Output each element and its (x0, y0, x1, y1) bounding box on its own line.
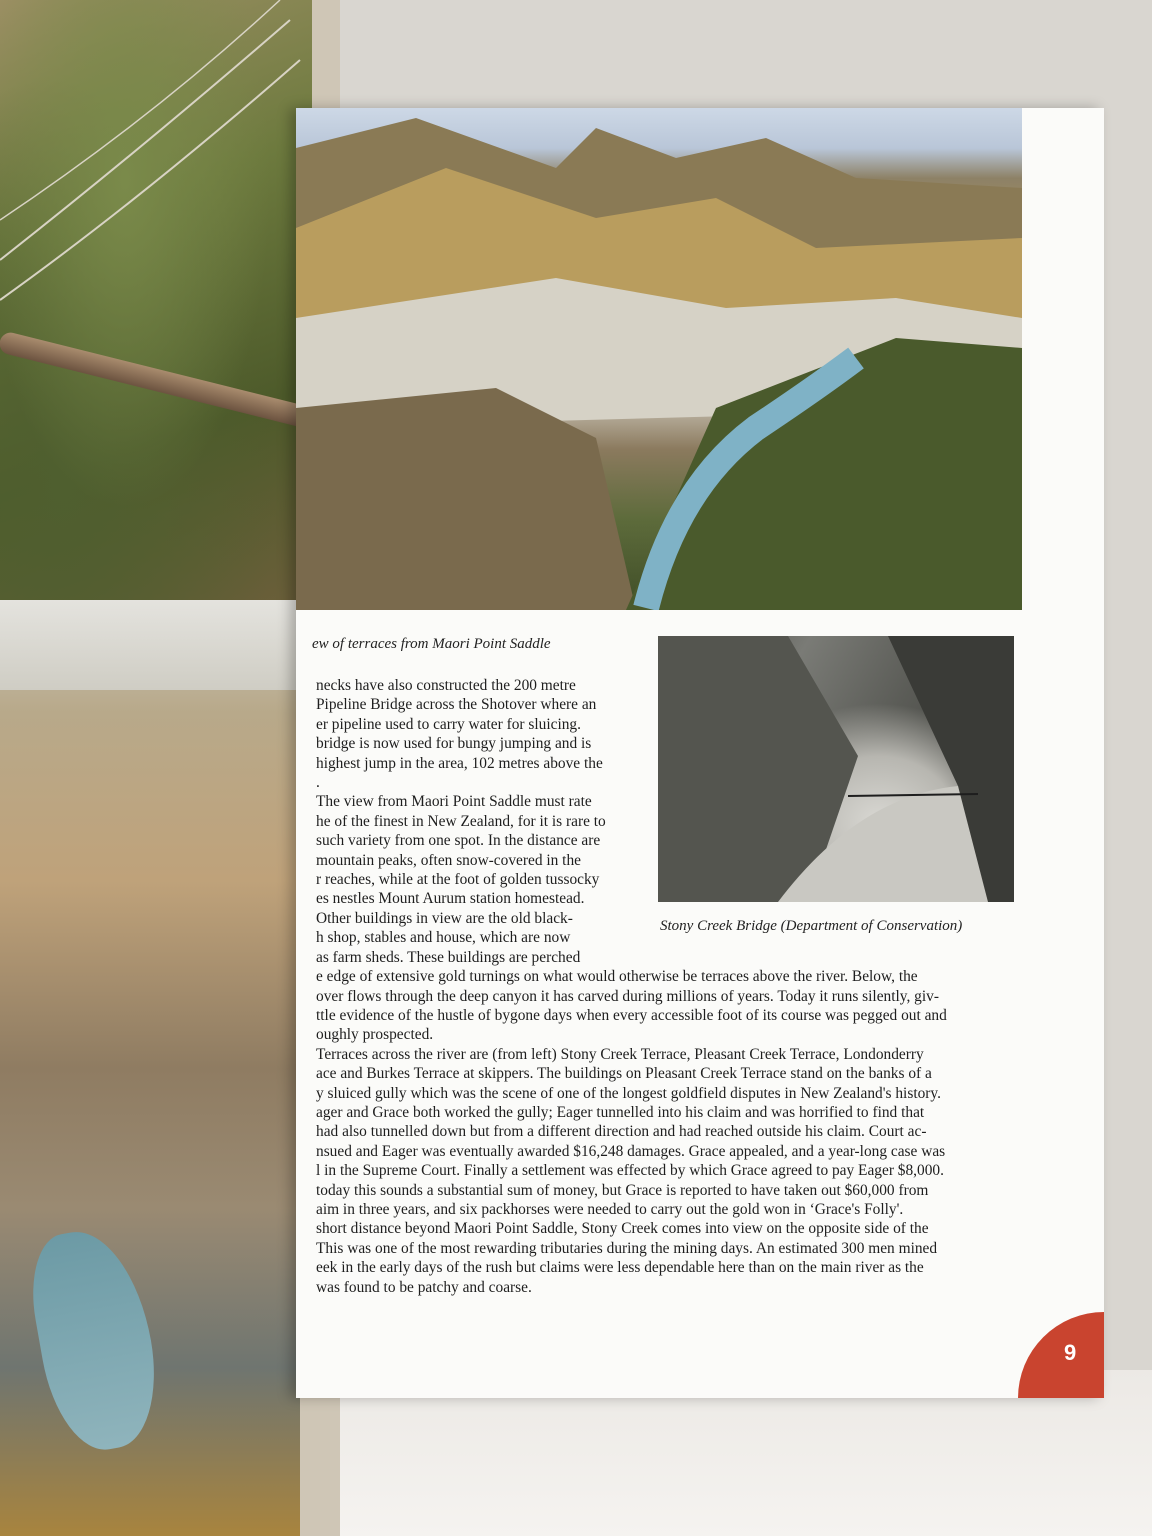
body-line: ager and Grace both worked the gully; Eager tunnelled into his claim and was horrified to find that (316, 1103, 925, 1121)
body-line: ttle evidence of the hustle of bygone days when every accessible foot of its course was pegged out and (316, 1006, 947, 1024)
body-line: highest jump in the area, 102 metres above the (316, 754, 603, 772)
bw-photo-caption: Stony Creek Bridge (Department of Conservation) (660, 918, 963, 934)
body-line: l in the Supreme Court. Finally a settlement was effected by which Grace agreed to pay Eager $8,000. (316, 1162, 944, 1180)
body-line: was found to be patchy and coarse. (316, 1278, 532, 1296)
body-line: oughly prospected. (316, 1026, 434, 1044)
body-line: bridge is now used for bungy jumping and is (316, 735, 592, 753)
body-line: aim in three years, and six packhorses were needed to carry out the gold won in ‘Grace's Folly'. (316, 1200, 904, 1218)
body-line: such variety from one spot. In the distance are (316, 832, 601, 850)
body-line: Pipeline Bridge across the Shotover where an (316, 696, 597, 714)
body-line: . (316, 774, 320, 792)
terraces-photo (296, 108, 1022, 610)
bridge-cables (0, 0, 312, 600)
canyon-photo-sky (0, 600, 300, 690)
terraces-landscape (296, 108, 1022, 610)
page-number: 9 (1064, 1340, 1077, 1365)
body-line: over flows through the deep canyon it has carved during millions of years. Today it runs silently, giv- (316, 987, 939, 1005)
body-line: mountain peaks, often snow-covered in the (316, 851, 581, 869)
body-line: The view from Maori Point Saddle must rate (316, 793, 592, 811)
body-line: es nestles Mount Aurum station homestead. (316, 890, 585, 908)
body-line: er pipeline used to carry water for sluicing. (316, 715, 581, 733)
pipeline-bridge-photo (0, 0, 312, 600)
body-line: This was one of the most rewarding tributaries during the mining days. An estimated 300 men mined (316, 1239, 938, 1257)
body-text (316, 676, 1016, 1297)
body-line: r reaches, while at the foot of golden tussocky (316, 871, 600, 889)
body-line: today this sounds a substantial sum of money, but Grace is reported to have taken out $60,000 from (316, 1181, 929, 1199)
body-line: y sluiced gully which was the scene of one of the longest goldfield disputes in New Zealand's history. (316, 1084, 941, 1102)
body-line: Terraces across the river are (from left) Stony Creek Terrace, Pleasant Creek Terrace, Londonderry (316, 1045, 924, 1063)
body-line: had also tunnelled down but from a different direction and had reached outside his claim. Court ac- (316, 1123, 927, 1141)
body-line: necks have also constructed the 200 metre (316, 677, 576, 694)
body-line: ace and Burkes Terrace at skippers. The buildings on Pleasant Creek Terrace stand on the banks of a (316, 1065, 932, 1083)
body-line: eek in the early days of the rush but claims were less dependable here than on the main river as the (316, 1259, 924, 1277)
main-photo-caption: ew of terraces from Maori Point Saddle (312, 636, 551, 652)
body-line: as farm sheds. These buildings are perched (316, 948, 581, 966)
body-line: nsued and Eager was eventually awarded $16,248 damages. Grace appealed, and a year-long case was (316, 1142, 946, 1160)
body-line: he of the finest in New Zealand, for it is rare to (316, 812, 606, 830)
body-line: h shop, stables and house, which are now (316, 929, 571, 947)
body-line: Other buildings in view are the old black- (316, 909, 573, 927)
body-line: short distance beyond Maori Point Saddle, Stony Creek comes into view on the opposite side of the (316, 1220, 929, 1238)
body-line: e edge of extensive gold turnings on what would otherwise be terraces above the river. Below, the (316, 968, 918, 986)
